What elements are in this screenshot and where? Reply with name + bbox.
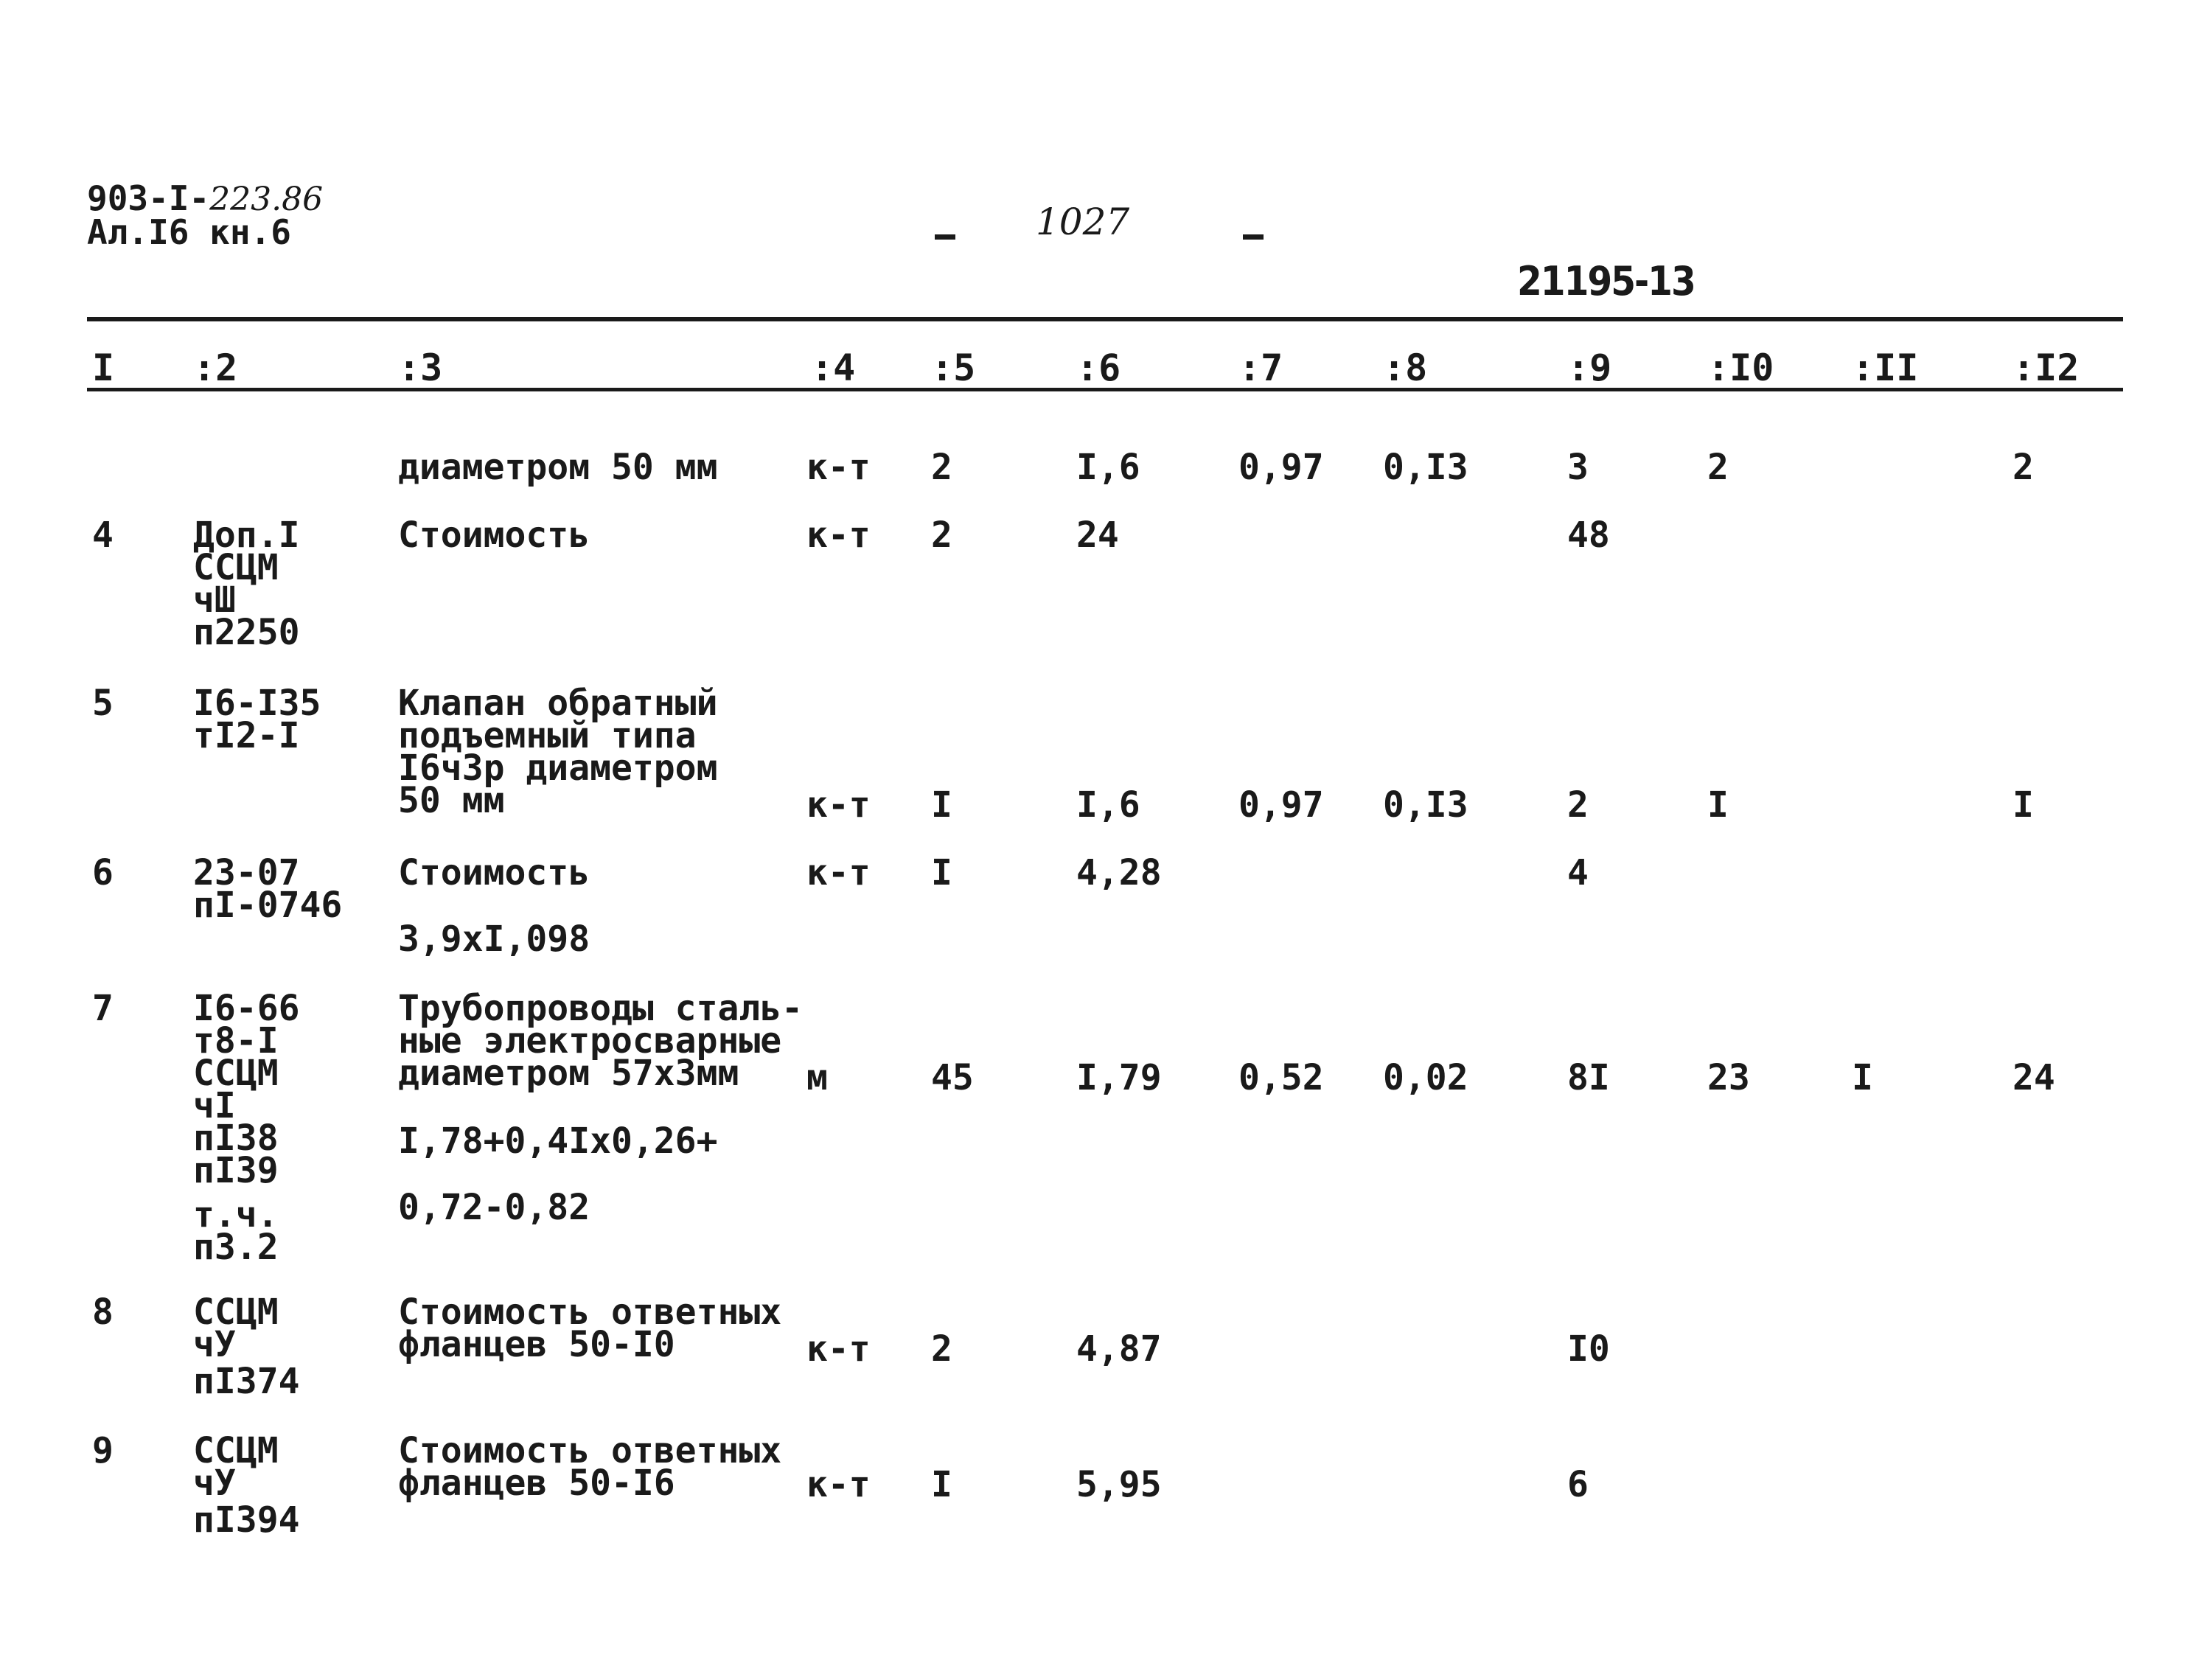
row-col9: 8I [1567,1057,1610,1098]
row-code-line: т8-I [193,1020,279,1062]
column-header-1: I [92,346,115,389]
row-number: 8 [92,1292,114,1333]
row-description: Стоимость [398,515,590,556]
row-code-line: чШ [193,579,236,621]
row-code-line: пI394 [193,1499,300,1541]
row-col9: 3 [1567,447,1589,488]
row-code-line: чI [193,1085,236,1126]
row-col8: 0,I3 [1383,784,1468,826]
document-code [87,178,324,218]
row-unit: к-т [806,852,871,893]
row-description: Стоимость ответных [398,1292,782,1333]
row-col6: 5,95 [1076,1464,1162,1505]
column-header-5: :5 [931,346,976,389]
row-code-line: пI39 [193,1150,279,1191]
row-col6: 4,87 [1076,1328,1162,1370]
row-col7: 0,52 [1238,1057,1324,1098]
row-col8: 0,02 [1383,1057,1468,1098]
row-code-line: ССЦМ [193,547,279,588]
row-col10: 23 [1707,1057,1750,1098]
row-description: I6ч3р диаметром [398,747,718,789]
row-quantity: I [931,1464,952,1505]
row-description: фланцев 50-I6 [398,1463,675,1504]
row-number: 9 [92,1430,114,1471]
document-code-handwritten: 223.86 [209,181,324,218]
row-description: ные электросварные [398,1020,782,1062]
row-quantity: 2 [931,447,952,488]
row-description: диаметром 57х3мм [398,1053,739,1094]
album-line: Ал.I6 кн.6 [87,212,291,252]
page-number-dash-left [935,234,955,240]
row-code-line: пI-0746 [193,885,343,926]
row-code-line: пI38 [193,1118,279,1159]
row-code-line: тI2-I [193,715,300,756]
row-code-line: ССЦМ [193,1430,279,1471]
row-col9: I0 [1567,1328,1610,1370]
row-number: 4 [92,515,114,556]
row-unit: к-т [806,784,871,826]
row-quantity: 45 [931,1057,974,1098]
row-col9: 48 [1567,515,1610,556]
row-col9: 6 [1567,1464,1589,1505]
row-code-line: Доп.I [193,515,300,556]
row-code-line: I6-66 [193,988,300,1029]
row-code-line: ССЦМ [193,1292,279,1333]
column-header-7: :7 [1238,346,1283,389]
row-quantity: 2 [931,515,952,556]
row-code-line: т.ч. [193,1194,279,1235]
row-description: фланцев 50-I0 [398,1324,675,1365]
page-number-dash-right [1243,234,1264,240]
column-header-2: :2 [193,346,238,389]
row-code-line: чУ [193,1324,236,1365]
table-top-rule [87,317,2123,321]
column-header-12: :I2 [2012,346,2080,389]
row-unit: к-т [806,1464,871,1505]
row-code-line: п3.2 [193,1227,279,1268]
row-col6: 4,28 [1076,852,1162,893]
column-header-11: :II [1852,346,1919,389]
row-description: Стоимость ответных [398,1430,782,1471]
row-col6: I,79 [1076,1057,1162,1098]
row-col6: I,6 [1076,784,1140,826]
row-col11: I [1852,1057,1873,1098]
row-formula: 0,72-0,82 [398,1187,590,1228]
document-code-prefix: 903-I- [87,178,210,218]
row-code-line: пI374 [193,1361,300,1402]
sheet-code: 21195-13 [1517,258,1695,304]
row-unit: к-т [806,1328,871,1370]
row-code-line: I6-I35 [193,683,321,724]
row-unit: к-т [806,447,871,488]
row-code-line: 23-07 [193,852,300,893]
row-col12: I [2012,784,2034,826]
row-formula: I,78+0,4Iх0,26+ [398,1120,718,1162]
row-description: Клапан обратный [398,683,718,724]
row-col6: 24 [1076,515,1119,556]
row-code-line: чУ [193,1463,236,1504]
row-quantity: I [931,852,952,893]
column-header-6: :6 [1076,346,1121,389]
row-number: 5 [92,683,114,724]
row-description: Стоимость [398,852,590,893]
row-col8: 0,I3 [1383,447,1468,488]
row-unit: к-т [806,515,871,556]
row-col12: 2 [2012,447,2034,488]
row-formula: 3,9хI,098 [398,919,590,960]
row-description: диаметром 50 мм [398,447,718,488]
column-header-3: :3 [398,346,443,389]
row-unit: м [806,1057,828,1098]
row-col6: I,6 [1076,447,1140,488]
column-header-4: :4 [811,346,856,389]
row-code-line: п2250 [193,612,300,653]
row-number: 6 [92,852,114,893]
row-quantity: 2 [931,1328,952,1370]
row-col7: 0,97 [1238,784,1324,826]
row-description: Трубопроводы сталь- [398,988,804,1029]
row-description: 50 мм [398,780,505,821]
row-col10: I [1707,784,1729,826]
column-header-9: :9 [1567,346,1612,389]
column-header-10: :I0 [1707,346,1774,389]
row-col10: 2 [1707,447,1729,488]
row-col12: 24 [2012,1057,2055,1098]
row-quantity: I [931,784,952,826]
row-col7: 0,97 [1238,447,1324,488]
page-number: 1027 [1036,201,1130,243]
row-code-line: ССЦМ [193,1053,279,1094]
row-description: подъемный типа [398,715,697,756]
row-col9: 4 [1567,852,1589,893]
row-col9: 2 [1567,784,1589,826]
column-header-8: :8 [1383,346,1428,389]
row-number: 7 [92,988,114,1029]
